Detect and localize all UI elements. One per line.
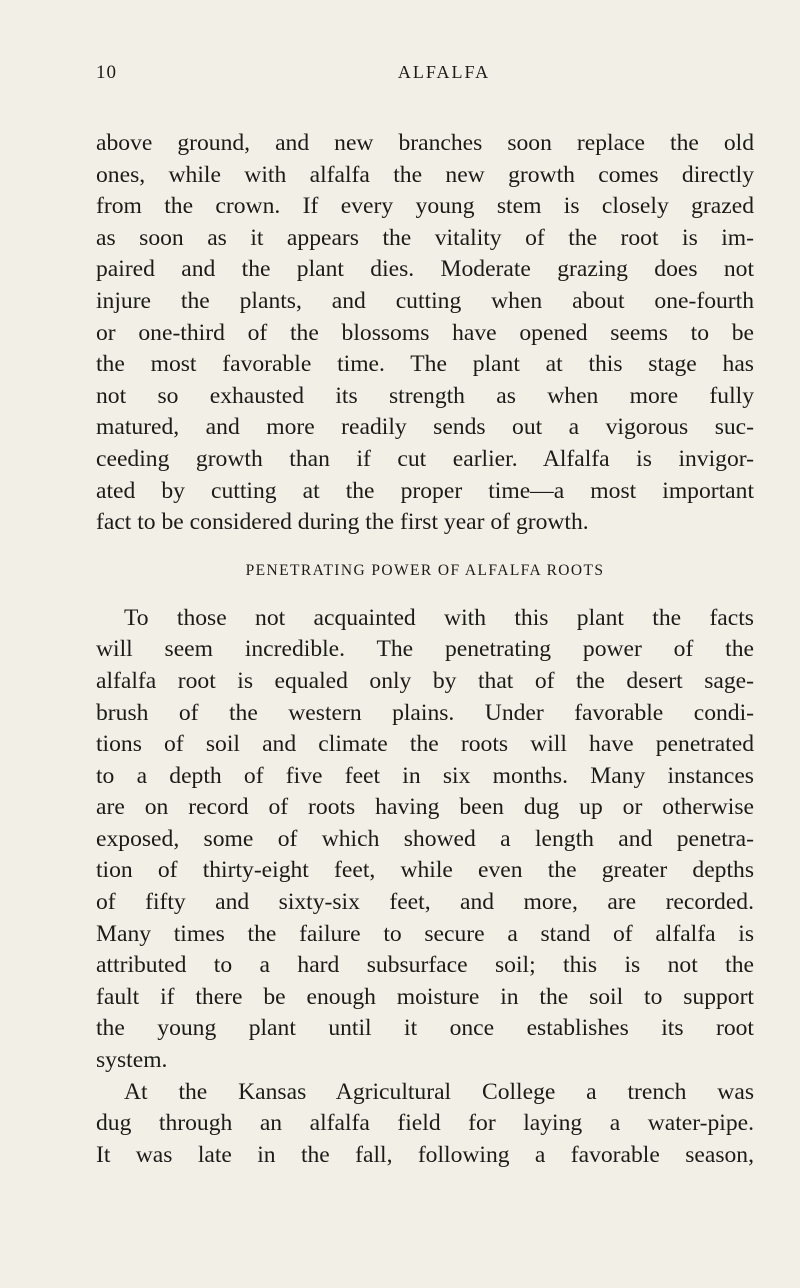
text-line: brush of the western plains. Under favorable condi- xyxy=(96,699,754,726)
paragraph-kansas-trench xyxy=(96,1077,754,1172)
text-line: are on record of roots having been dug up or otherwise xyxy=(96,794,754,821)
running-title: ALFALFA xyxy=(397,62,491,82)
text-line: attributed to a hard subsurface soil; this is not the xyxy=(96,952,754,979)
text-line: At the Kansas Agricultural College a trench was xyxy=(124,1078,754,1105)
text-line: exposed, some of which showed a length and penetra- xyxy=(96,825,754,852)
text-line: or one-third of the blossoms have opened seems to be xyxy=(96,319,754,346)
text-line: Many times the failure to secure a stand of alfalfa is xyxy=(96,920,754,947)
section-heading: PENETRATING POWER OF ALFALFA ROOTS xyxy=(245,561,605,579)
text-line: to a depth of five feet in six months. Many instances xyxy=(96,762,754,789)
text-line: injure the plants, and cutting when about one-fourth xyxy=(96,287,754,314)
running-head xyxy=(96,62,756,86)
text-line: fact to be considered during the first year of growth. xyxy=(96,509,589,536)
text-line: paired and the plant dies. Moderate grazing does not xyxy=(96,256,754,283)
text-line: from the crown. If every young stem is closely grazed xyxy=(96,193,754,220)
paragraph-grazing xyxy=(96,128,754,539)
text-line: alfalfa root is equaled only by that of the desert sage- xyxy=(96,667,754,694)
text-line: will seem incredible. The penetrating power of the xyxy=(96,636,754,663)
body-text xyxy=(96,128,754,1171)
text-line: ated by cutting at the proper time—a most important xyxy=(96,477,754,504)
text-line: matured, and more readily sends out a vigorous suc- xyxy=(96,414,754,441)
text-line: ceeding growth than if cut earlier. Alfalfa is invigor- xyxy=(96,445,754,472)
text-line: ones, while with alfalfa the new growth comes directly xyxy=(96,161,754,188)
paragraph-penetrating-power xyxy=(96,603,754,1077)
text-line: not so exhausted its strength as when more fully xyxy=(96,382,754,409)
text-line: the most favorable time. The plant at this stage has xyxy=(96,351,754,378)
text-line: the young plant until it once establishes its root xyxy=(96,1015,754,1042)
text-line: above ground, and new branches soon replace the old xyxy=(96,130,754,156)
text-line: dug through an alfalfa field for laying a water-pipe. xyxy=(96,1110,754,1137)
text-line: as soon as it appears the vitality of the root is im- xyxy=(96,224,754,251)
text-line: tion of thirty-eight feet, while even the greater depths xyxy=(96,857,754,884)
text-line: of fifty and sixty-six feet, and more, are recorded. xyxy=(96,889,754,916)
text-line: tions of soil and climate the roots will have penetrated xyxy=(96,731,754,758)
text-line: fault if there be enough moisture in the soil to support xyxy=(96,983,754,1010)
text-line: It was late in the fall, following a favorable season, xyxy=(96,1141,754,1168)
text-line: To those not acquainted with this plant the facts xyxy=(124,604,754,631)
page-number: 10 xyxy=(96,62,117,83)
text-line: system. xyxy=(96,1047,168,1074)
